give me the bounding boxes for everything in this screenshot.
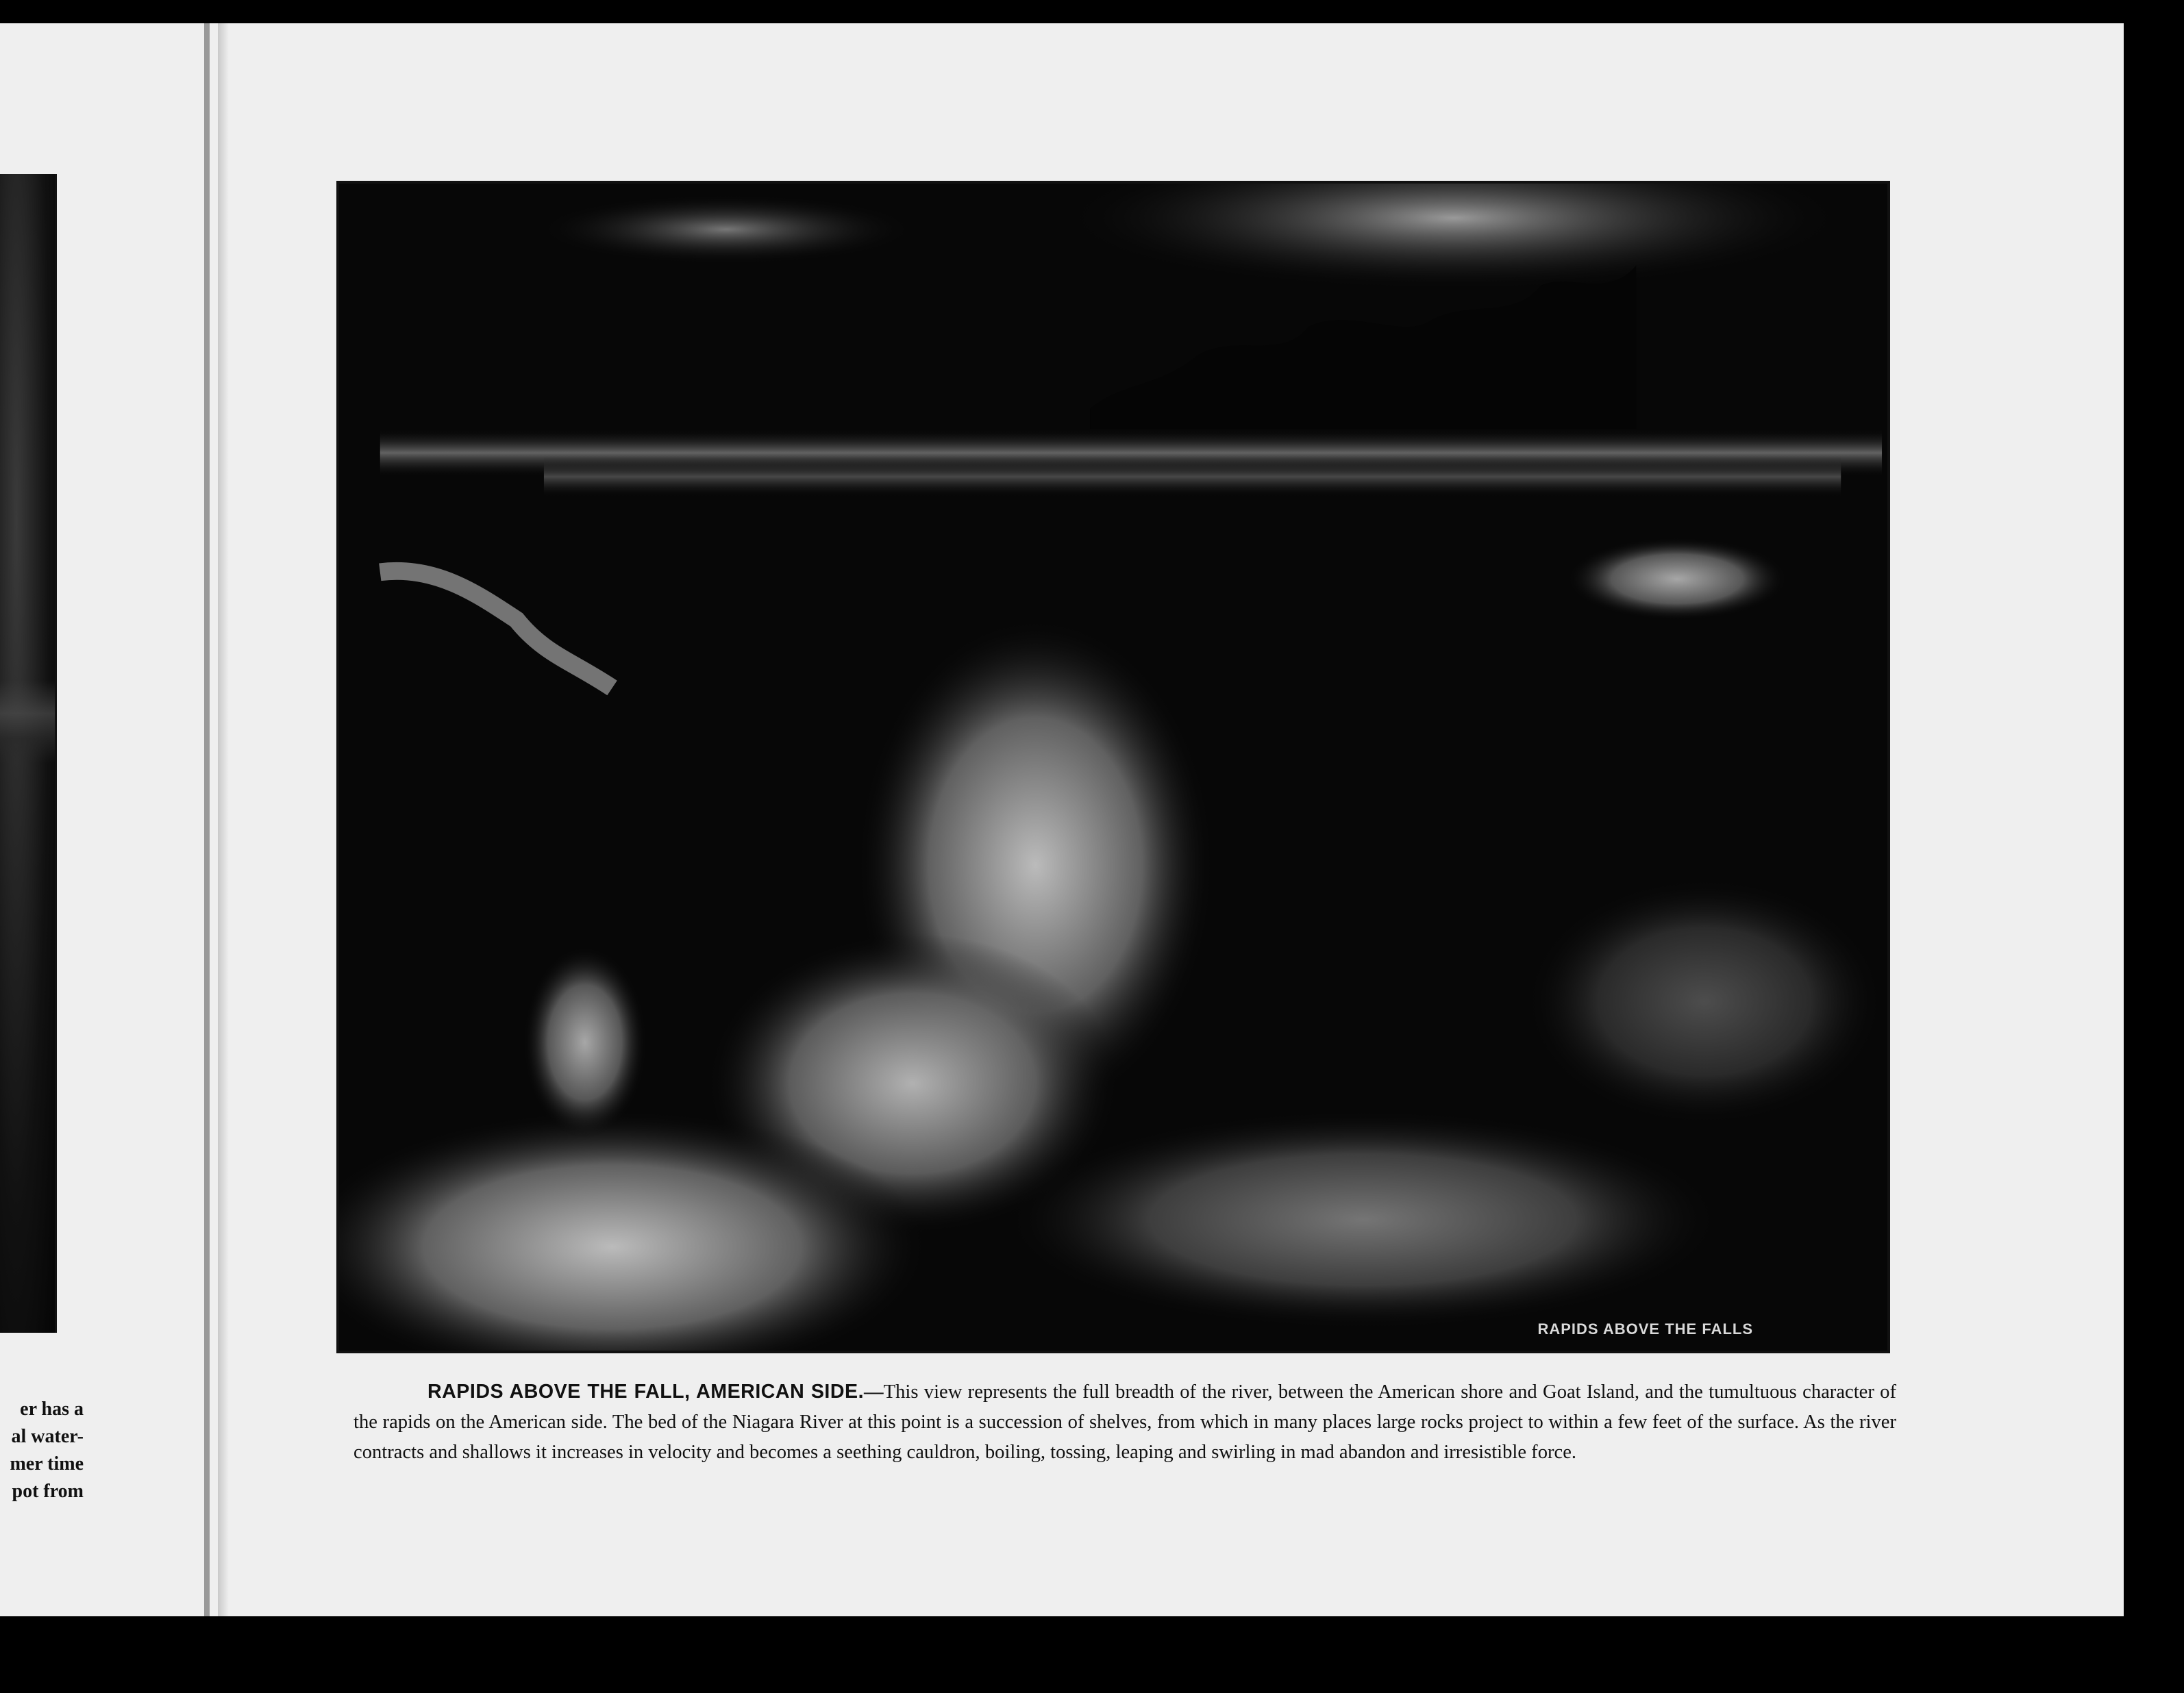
photo-caption bbox=[353, 1377, 1896, 1468]
caption-dash: — bbox=[864, 1381, 884, 1403]
left-page-line: mer time bbox=[10, 1453, 84, 1475]
book-gutter bbox=[204, 23, 210, 1616]
caption-title: RAPIDS ABOVE THE FALL, AMERICAN SIDE. bbox=[427, 1381, 865, 1403]
scan-edge bbox=[2124, 0, 2184, 1693]
rapids-photograph bbox=[336, 181, 1890, 1353]
plate-label: RAPIDS ABOVE THE FALLS bbox=[1537, 1320, 1753, 1338]
left-page bbox=[0, 23, 218, 1616]
left-page-line: al water- bbox=[11, 1426, 84, 1447]
left-page-line: er has a bbox=[20, 1399, 84, 1420]
left-page-photo bbox=[0, 174, 57, 1333]
left-page-line: pot from bbox=[12, 1481, 84, 1502]
rapids-image bbox=[339, 184, 1887, 1351]
caption-body: This view represents the full breadth of the river, between the American shore and Goat Island, and the tumultuous character of the rapids on the American side. The bed of the Niagara River at this point is a succession of shelves, from which in many places large rocks project to within a few feet of the surface. As the river contracts and shallows it increases in velocity and becomes a seething cauldron, boiling, tossing, leaping and swirling in mad abandon and irresistible force. bbox=[353, 1381, 1897, 1463]
left-page-text bbox=[0, 1396, 84, 1505]
